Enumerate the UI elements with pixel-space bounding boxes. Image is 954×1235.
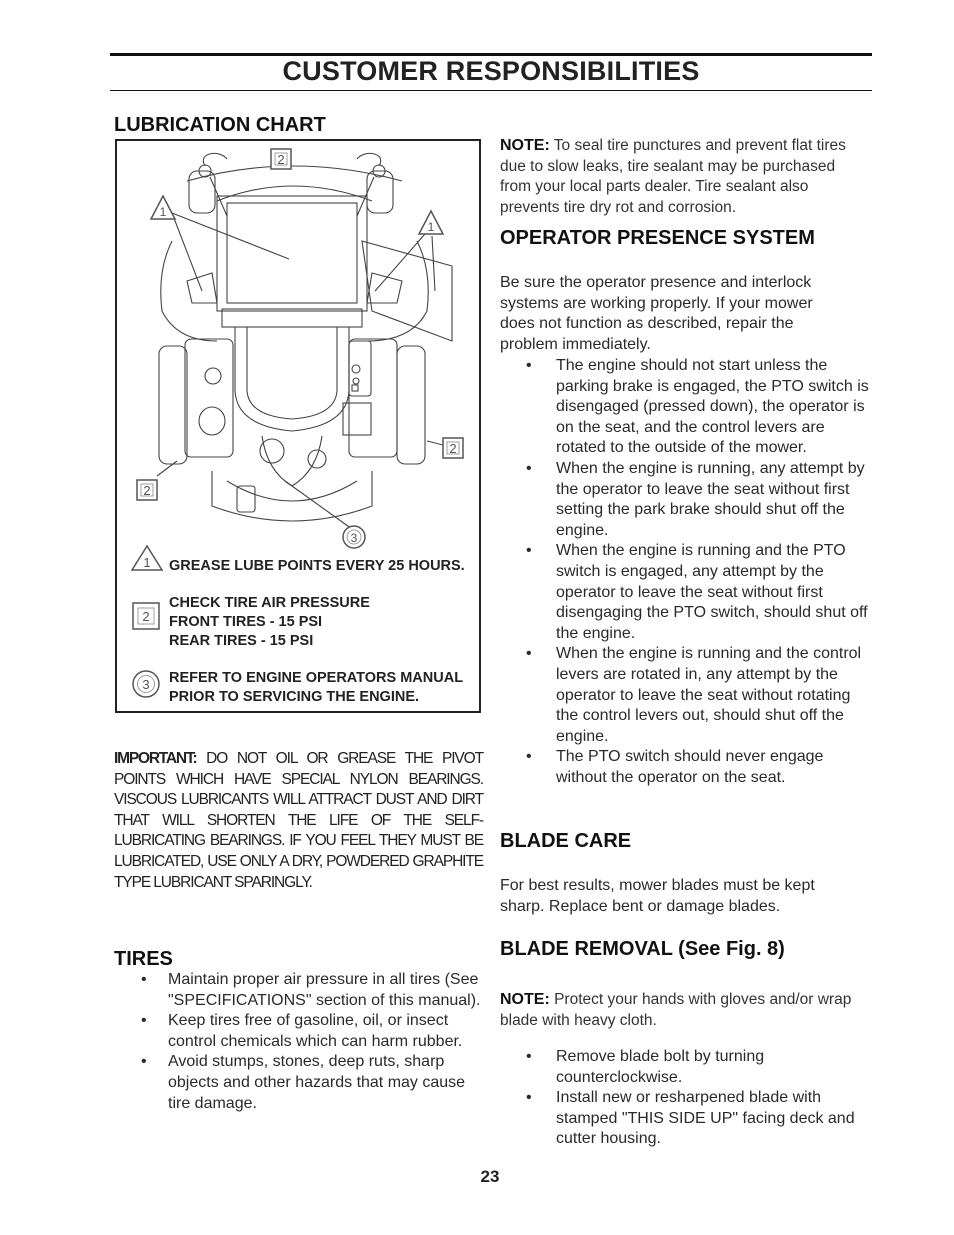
important-label: IMPORTANT:: [114, 750, 197, 767]
legend-marker-3: [131, 669, 161, 699]
mower-diagram: [117, 141, 479, 551]
marker-1-right: [419, 211, 443, 234]
tires-list: [114, 970, 484, 1114]
lubrication-chart: [115, 139, 481, 713]
list-item: • When the engine is running, any attempt by the operator to leave the seat without first setting the park brake should shut off the engine.: [526, 459, 865, 539]
svg-text:2: 2: [142, 609, 150, 624]
marker-2-left: [137, 480, 157, 500]
legend-text-2: CHECK TIRE AIR PRESSURE FRONT TIRES - 15 PSI REAR TIRES - 15 PSI: [169, 595, 370, 649]
important-text: DO NOT OIL OR GREASE THE PIVOT POINTS WHICH HAVE SPECIAL NYLON BEARINGS. VISCOUS LUBRICANTS WILL ATTRACT DUST AND DIRT THAT WILL SHORTEN THE LIFE OF THE SELF-LUBRICATING BEARINGS. IF YOU FEEL THEY MUST BE LUBRICATED, USE ONLY A DRY, POWDERED GRAPHITE TYPE LUBRICANT SPARINGLY.: [114, 750, 483, 891]
lubrication-chart-heading: LUBRICATION CHART: [114, 114, 326, 136]
blade-removal-heading: BLADE REMOVAL (See Fig. 8): [500, 938, 785, 960]
legend-text-3: REFER TO ENGINE OPERATORS MANUAL PRIOR TO SERVICING THE ENGINE.: [169, 670, 464, 705]
list-item: • Avoid stumps, stones, deep ruts, sharp objects and other hazards that may cause tire damage.: [141, 1053, 466, 1112]
title-rule-bottom: [110, 90, 872, 91]
svg-text:1: 1: [159, 205, 167, 219]
operator-presence-heading: OPERATOR PRESENCE SYSTEM: [500, 227, 815, 249]
list-item: • Install new or resharpened blade with stamped "THIS SIDE UP" facing deck and cutter housing.: [526, 1089, 855, 1148]
operator-presence-intro: Be sure the operator presence and interlock systems are working properly. If your mower does not function as described, repair the problem immediately.: [500, 274, 813, 353]
list-item: • Keep tires free of gasoline, oil, or insect control chemicals which can harm rubber.: [141, 1012, 463, 1050]
important-notice: [114, 749, 483, 893]
marker-2-right: [443, 438, 463, 458]
tire-sealant-note: NOTE: To seal tire punctures and prevent flat tires due to slow leaks, tire sealant may be purchased from your local parts dealer. Tire sealant also prevents tire dry rot and corrosion.: [500, 137, 846, 216]
list-item: • The PTO switch should never engage without the operator on the seat.: [526, 748, 824, 786]
marker-2-front: [271, 149, 291, 169]
page-number: 23: [480, 1167, 500, 1186]
tires-heading: TIRES: [114, 948, 173, 970]
legend-marker-2: [131, 601, 161, 631]
list-item: • Maintain proper air pressure in all tires (See "SPECIFICATIONS" section of this manual).: [141, 971, 481, 1009]
svg-text:2: 2: [449, 441, 457, 456]
svg-text:3: 3: [142, 677, 150, 692]
blade-removal-note: NOTE: Protect your hands with gloves and/or wrap blade with heavy cloth.: [500, 991, 852, 1029]
list-item: • When the engine is running and the PTO switch is engaged, any attempt by the operator to leave the seat without first disengaging the PTO switch, should shut off the engine.: [526, 542, 868, 642]
svg-text:2: 2: [277, 152, 285, 167]
list-item: • Remove blade bolt by turning counterclockwise.: [526, 1048, 765, 1086]
marker-1-left: [151, 196, 175, 219]
marker-3-engine: [343, 526, 365, 548]
svg-text:1: 1: [143, 555, 151, 570]
blade-care-heading: BLADE CARE: [500, 830, 632, 852]
list-item: • When the engine is running and the control levers are rotated in, any attempt by the operator to leave the seat without rotating the control levers out, should shut off the engine.: [526, 645, 862, 745]
legend-marker-1: [129, 543, 165, 573]
list-item: • The engine should not start unless the parking brake is engaged, the PTO switch is disengaged (pressed down), the operator is on the seat, and the control levers are rotated to the outside of the mower.: [526, 357, 869, 457]
blade-removal-list: [500, 1047, 872, 1150]
svg-text:1: 1: [427, 220, 435, 234]
page-title: CUSTOMER RESPONSIBILITIES: [282, 56, 700, 86]
svg-text:2: 2: [143, 483, 151, 498]
operator-presence-list: [500, 356, 872, 788]
svg-text:3: 3: [350, 531, 358, 545]
blade-care-text: For best results, mower blades must be kept sharp. Replace bent or damage blades.: [500, 877, 815, 915]
legend-text-1: GREASE LUBE POINTS EVERY 25 HOURS.: [169, 558, 465, 574]
